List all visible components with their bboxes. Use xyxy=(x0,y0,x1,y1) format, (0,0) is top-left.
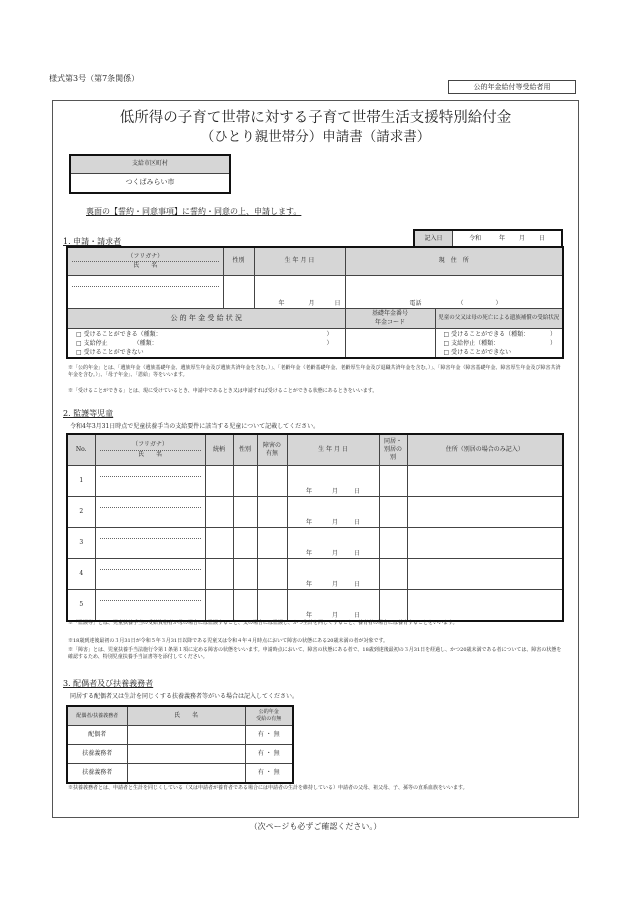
child-disability-field[interactable] xyxy=(257,497,287,528)
dependents-col-name: 氏 名 xyxy=(127,706,245,726)
children-col-no: No. xyxy=(67,434,95,466)
dependent-row xyxy=(67,726,293,745)
child-address-field[interactable] xyxy=(407,497,563,528)
section2-note3: ※「障害」とは、児童扶養手当法施行令第１条第１項に定める障害の状態をいいます。申請時点において、障害の状態にある者で、18歳到達後最初の３月31日を経過し、かつ20歳未満である者については、障害の状態を確認するため、特別児童扶養手当証書等を添付してください。 xyxy=(68,647,562,660)
bereaved-status-header: 児童の父又は母の死亡による遺族補償の受給状況 xyxy=(435,309,563,329)
section1-note2: ※「受けることができる」とは、現に受けているとき、申請中であるとき又は申請すれば受けることができる状態にあるときをいいます。 xyxy=(68,388,378,394)
child-row xyxy=(67,528,563,559)
page-subtitle: （ひとり親世帯分）申請書（請求書） xyxy=(200,129,431,145)
footer-note: （次ページも必ずご確認ください。） xyxy=(249,822,382,831)
child-birth-month: 月 xyxy=(331,580,338,588)
pension-opt-suspended[interactable]: □ 支給停止 （種類： ） xyxy=(76,339,333,347)
bereaved-status-options xyxy=(435,329,563,359)
child-row-number: 3 xyxy=(67,528,95,559)
child-cohabit-field[interactable] xyxy=(379,559,407,590)
child-relation-field[interactable] xyxy=(205,528,233,559)
child-relation-field[interactable] xyxy=(205,590,233,622)
child-address-field[interactable] xyxy=(407,528,563,559)
applicant-phone-open: （ xyxy=(457,299,464,307)
pension-opt-not[interactable]: □ 受けることができない xyxy=(76,348,144,356)
child-birth-month: 月 xyxy=(331,487,338,495)
applicant-birth-header: 生 年 月 日 xyxy=(254,247,345,276)
applicant-phone-close: ） xyxy=(495,299,502,307)
child-birth-day: 日 xyxy=(354,580,361,588)
dependent-type: 扶養義務者 xyxy=(67,764,127,784)
dependents-table xyxy=(66,705,294,784)
recipient-type-stamp: 公的年金給付等受給者用 xyxy=(448,80,576,94)
child-gender-field[interactable] xyxy=(233,528,257,559)
child-birth-year: 年 xyxy=(305,518,312,526)
child-cohabit-field[interactable] xyxy=(379,497,407,528)
bereaved-opt-suspended[interactable]: □ 支給停止（種類： ） xyxy=(443,339,557,347)
entry-date-day: 日 xyxy=(538,235,545,243)
bereaved-opt-receivable[interactable]: □ 受けることができる（種類： ） xyxy=(443,330,557,338)
applicant-birth-month: 月 xyxy=(308,299,315,307)
applicant-address-field[interactable] xyxy=(345,276,563,309)
section2-intro: 令和4年3月31日時点で児童扶養手当の支給要件に該当する児童について記載してください。 xyxy=(70,423,320,430)
child-gender-field[interactable] xyxy=(233,559,257,590)
child-cohabit-field[interactable] xyxy=(379,590,407,622)
pension-opt-receivable[interactable]: □ 受けることができる（種類： ） xyxy=(76,330,333,338)
children-col-furigana: （フリガナ） xyxy=(100,441,201,450)
dependent-pension-choice[interactable]: 有 ・ 無 xyxy=(245,726,293,745)
entry-date-label: 記入日 xyxy=(414,230,453,249)
child-birth-day: 日 xyxy=(354,611,361,619)
child-disability-field[interactable] xyxy=(257,559,287,590)
child-name-field[interactable] xyxy=(95,497,205,528)
child-address-field[interactable] xyxy=(407,559,563,590)
child-name-field[interactable] xyxy=(95,559,205,590)
section1-heading: 1. 申請・請求者 xyxy=(63,237,122,246)
applicant-birth-year: 年 xyxy=(278,299,285,307)
children-col-relation: 続柄 xyxy=(205,434,233,466)
child-row xyxy=(67,559,563,590)
child-relation-field[interactable] xyxy=(205,497,233,528)
pension-status-options xyxy=(67,329,345,359)
child-row xyxy=(67,466,563,497)
applicant-birth-day: 日 xyxy=(334,299,341,307)
applicant-phone-label: 電話 xyxy=(409,299,422,307)
child-row-number: 4 xyxy=(67,559,95,590)
applicant-name-header xyxy=(67,247,223,276)
applicant-gender-header: 性別 xyxy=(223,247,254,276)
child-relation-field[interactable] xyxy=(205,466,233,497)
children-col-cohabit: 同居・ 別居の 別 xyxy=(379,434,407,466)
child-address-field[interactable] xyxy=(407,466,563,497)
pension-status-header: 公 的 年 金 受 給 状 況 xyxy=(67,309,345,329)
child-birth-field[interactable] xyxy=(287,497,379,528)
section3-intro: 同居する配偶者又は生計を同じくする扶養義務者等がいる場合は記入してください。 xyxy=(70,693,299,700)
municipality-value: つくばみらい市 xyxy=(70,174,230,194)
applicant-table xyxy=(66,246,564,359)
children-col-gender: 性別 xyxy=(233,434,257,466)
section2-note2: ※18歳到達後最初の３月31日が令和５年３月31日以降である児童又は令和４年４月時点において障害の状態にある20歳未満の者が対象です。 xyxy=(68,638,389,644)
child-gender-field[interactable] xyxy=(233,497,257,528)
child-disability-field[interactable] xyxy=(257,528,287,559)
child-name-field[interactable] xyxy=(95,528,205,559)
entry-date-month: 月 xyxy=(518,235,525,243)
child-disability-field[interactable] xyxy=(257,590,287,622)
dependent-name-field[interactable] xyxy=(127,764,245,784)
children-col-name: （フリガナ） 氏 名 xyxy=(95,434,205,466)
child-row-number: 5 xyxy=(67,590,95,622)
applicant-address-header: 現 住 所 xyxy=(345,247,563,276)
children-col-birth: 生 年 月 日 xyxy=(287,434,379,466)
applicant-name-label: 氏 名 xyxy=(133,262,158,269)
section1-note1: ※「公的年金」とは、「遺族年金（遺族基礎年金、遺族厚生年金及び遺族共済年金を含む。）」、「老齢年金（老齢基礎年金、老齢厚生年金及び退職共済年金を含む。）」、「障害年金（障害基礎年金、障害厚生年金及び障害共済年金を含む。）」、「母子年金」、「恩給」等をいいます。 xyxy=(68,365,561,378)
child-row xyxy=(67,497,563,528)
page-title: 低所得の子育て世帯に対する子育て世帯生活支援特別給付金 xyxy=(119,110,512,126)
dependent-row xyxy=(67,764,293,784)
children-col-disability: 障害の 有無 xyxy=(257,434,287,466)
applicant-gender-field[interactable] xyxy=(223,276,254,309)
dependent-pension-choice[interactable]: 有 ・ 無 xyxy=(245,745,293,764)
child-cohabit-field[interactable] xyxy=(379,466,407,497)
applicant-name-field[interactable] xyxy=(67,276,223,309)
dependents-col-pension: 公的年金 受給の有無 xyxy=(245,706,293,726)
section3-note: ※扶養義務者とは、申請者と生計を同じくしている（又は申請者が養育者である場合には申請者の生計を維持している）申請者の父母、祖父母、子、孫等の直系血族をいいます。 xyxy=(68,785,468,791)
consent-note: 裏面の【誓約・同意事項】に誓約・同意の上、申請します。 xyxy=(86,207,302,216)
child-address-field[interactable] xyxy=(407,590,563,622)
entry-date-era: 令和 xyxy=(469,235,482,243)
dependent-type: 扶養義務者 xyxy=(67,745,127,764)
entry-date-year: 年 xyxy=(499,235,506,243)
child-disability-field[interactable] xyxy=(257,466,287,497)
child-name-field[interactable] xyxy=(95,466,205,497)
child-birth-year: 年 xyxy=(305,580,312,588)
child-cohabit-field[interactable] xyxy=(379,528,407,559)
dependent-name-field[interactable] xyxy=(127,726,245,745)
child-birth-day: 日 xyxy=(354,518,361,526)
child-birth-day: 日 xyxy=(354,549,361,557)
children-table xyxy=(66,433,564,622)
child-birth-year: 年 xyxy=(305,487,312,495)
dependent-name-field[interactable] xyxy=(127,745,245,764)
child-birth-year: 年 xyxy=(305,611,312,619)
section2-heading: 2. 監護等児童 xyxy=(63,409,114,418)
child-birth-day: 日 xyxy=(354,487,361,495)
pension-code-line2: 年金コード xyxy=(374,318,405,326)
section3-heading: 3. 配偶者及び扶養義務者 xyxy=(63,679,154,688)
bereaved-opt-not[interactable]: □ 受けることができない xyxy=(443,348,512,356)
applicant-birth-field[interactable] xyxy=(254,276,345,309)
form-id: 様式第3号（第7条関係） xyxy=(49,74,140,83)
dependent-type: 配偶者 xyxy=(67,726,127,745)
child-birth-month: 月 xyxy=(331,549,338,557)
child-birth-month: 月 xyxy=(331,611,338,619)
child-gender-field[interactable] xyxy=(233,466,257,497)
children-col-address: 住所（別居の場合のみ記入） xyxy=(407,434,563,466)
child-birth-field[interactable] xyxy=(287,590,379,622)
child-gender-field[interactable] xyxy=(233,590,257,622)
municipality-label: 支給市区町村 xyxy=(70,155,230,174)
dependent-pension-choice[interactable]: 有 ・ 無 xyxy=(245,764,293,784)
child-birth-month: 月 xyxy=(331,518,338,526)
child-relation-field[interactable] xyxy=(205,559,233,590)
child-name-field[interactable] xyxy=(95,590,205,622)
child-birth-field[interactable] xyxy=(287,559,379,590)
pension-code-field[interactable] xyxy=(345,329,435,359)
child-birth-field[interactable] xyxy=(287,528,379,559)
child-birth-field[interactable] xyxy=(287,466,379,497)
child-birth-year: 年 xyxy=(305,549,312,557)
municipality-box xyxy=(69,154,231,194)
dependent-row xyxy=(67,745,293,764)
child-row xyxy=(67,590,563,622)
section2-note1: ※「監護等」とは、児童扶養手当の受給資格者が母の場合には監護すること、父の場合には監護し、かつ生計を同じくすること、養育者の場合には養育することをいいます。 xyxy=(68,620,458,626)
child-row-number: 2 xyxy=(67,497,95,528)
pension-code-header xyxy=(345,309,435,329)
applicant-furigana-label: （フリガナ） xyxy=(72,253,219,262)
child-row-number: 1 xyxy=(67,466,95,497)
dependents-col-type: 配偶者/扶養義務者 xyxy=(67,706,127,726)
pension-code-line1: 基礎年金番号 xyxy=(371,310,408,318)
